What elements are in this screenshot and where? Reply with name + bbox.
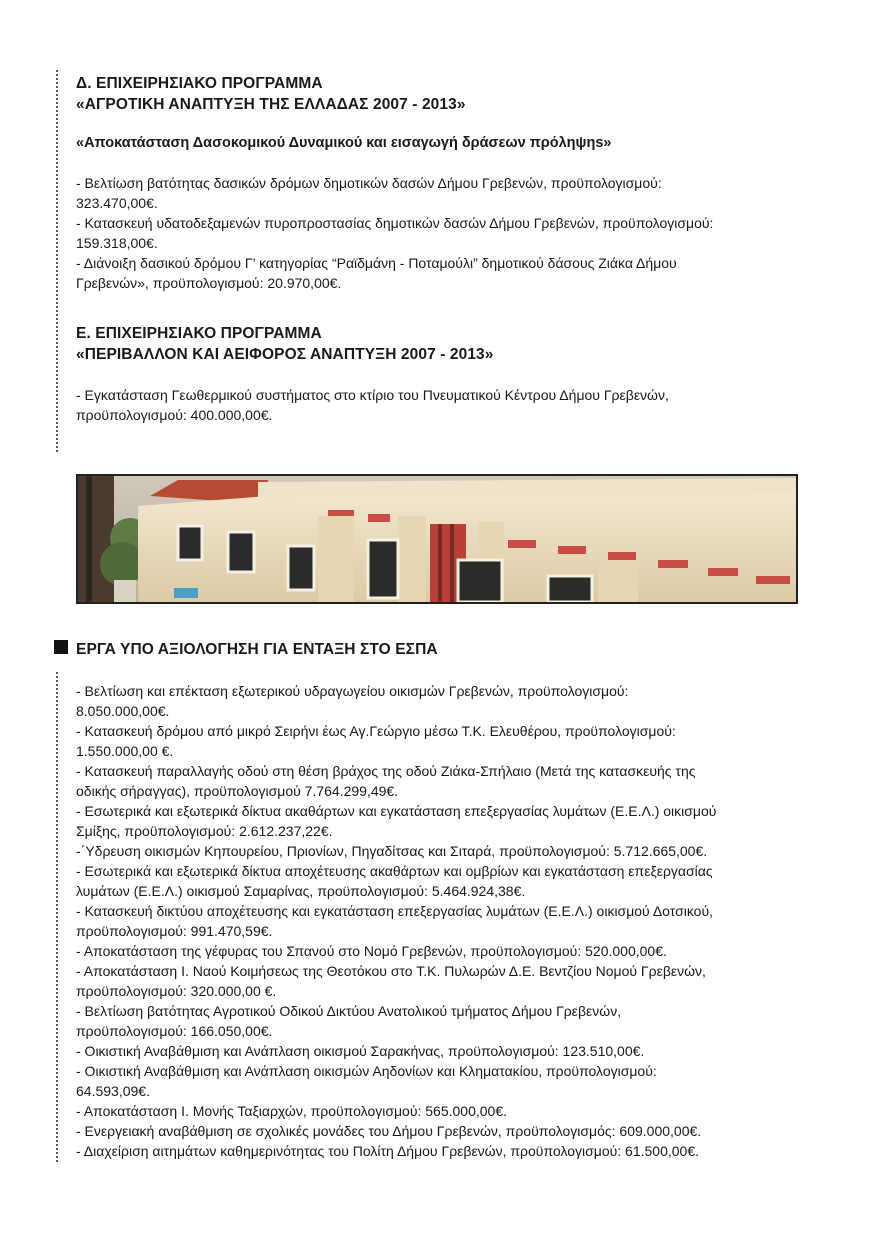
section-bullet-square [54,640,68,654]
list-item: Γρεβενών», προϋπολογισμού: 20.970,00€. [76,275,342,291]
building-photo [76,474,798,604]
section-d-title-line2: «ΑΓΡΟΤΙΚΗ ΑΝΑΠΤΥΞΗ ΤΗΣ ΕΛΛΑΔΑΣ 2007 - 2013» [76,96,466,113]
list-item: -΄Υδρευση οικισμών Κηπουρείου, Πριονίων, Πηγαδίτσας και Σιταρά, προϋπολογισμού: 5.712.665,00€. [76,843,708,859]
list-item: 8.050.000,00€. [76,703,170,719]
section-d-list [76,173,806,293]
list-item: - Κατασκευή παραλλαγής οδού στη θέση βράχος της οδού Ζιάκα-Σπήλαιο (Μετά της κατασκευής της [76,763,696,779]
list-item: - Διαχείριση αιτημάτων καθημερινότητας του Πολίτη Δήμου Γρεβενών, προϋπολογισμού: 61.500,00€. [76,1143,700,1159]
list-item: - Κατασκευή υδατοδεξαμενών πυροπροστασίας δημοτικών δασών Δήμου Γρεβενών, προϋπολογισμού: [76,215,714,231]
section-espa-title: ΕΡΓΑ ΥΠΟ ΑΞΙΟΛΟΓΗΣΗ ΓΙΑ ΕΝΤΑΞΗ ΣΤΟ ΕΣΠΑ [76,641,438,658]
list-item: προϋπολογισμού: 320.000,00 €. [76,983,277,999]
section-e-list [76,385,806,425]
list-item: οδικής σήραγγας), προϋπολογισμού 7.764.299,49€. [76,783,399,799]
section-espa-list [76,681,806,1161]
list-item: - Βελτίωση βατότητας Αγροτικού Οδικού Δικτύου Ανατολικού τμήματος Δήμου Γρεβενών, [76,1003,622,1019]
list-item: - Αποκατάσταση της γέφυρας του Σπανού στο Νομό Γρεβενών, προϋπολογισμού: 520.000,00€. [76,943,667,959]
section-d-title-line1: Δ. ΕΠΙΧΕΙΡΗΣΙΑΚΟ ΠΡΟΓΡΑΜΜΑ [76,75,323,92]
list-item: προϋπολογισμού: 400.000,00€. [76,407,273,423]
list-item: - Κατασκευή δικτύου αποχέτευσης και εγκατάσταση επεξεργασίας λυμάτων (Ε.Ε.Λ.) οικισμού Δοτσικού, [76,903,714,919]
list-item: - Βελτίωση και επέκταση εξωτερικού υδραγωγείου οικισμών Γρεβενών, προϋπολογισμού: [76,683,629,699]
list-item: - Οικιστική Αναβάθμιση και Ανάπλαση οικισμού Σαρακήνας, προϋπολογισμού: 123.510,00€. [76,1043,645,1059]
list-item: 159.318,00€. [76,235,158,251]
list-item: - Εσωτερικά και εξωτερικά δίκτυα αποχέτευσης ακαθάρτων και ομβρίων και εγκατάσταση επεξεργασίας [76,863,713,879]
list-item: Σμίξης, προϋπολογισμού: 2.612.237,22€. [76,823,333,839]
list-item: προϋπολογισμού: 991.470,59€. [76,923,273,939]
section-e-title-line2: «ΠΕΡΙΒΑΛΛΟΝ ΚΑΙ ΑΕΙΦΟΡΟΣ ΑΝΑΠΤΥΞΗ 2007 - 2013» [76,346,494,363]
section-d-subtitle: «Αποκατάσταση Δασοκομικού Δυναμικού και εισαγωγή δράσεων πρόληψηs» [76,135,612,151]
section-e-title-line1: Ε. ΕΠΙΧΕΙΡΗΣΙΑΚΟ ΠΡΟΓΡΑΜΜΑ [76,325,322,342]
list-item: - Οικιστική Αναβάθμιση και Ανάπλαση οικισμών Αηδονίων και Κληματακίου, προϋπολογισμού: [76,1063,657,1079]
building-illustration [78,476,796,602]
list-item: - Εγκατάσταση Γεωθερμικού συστήματος στο κτίριο του Πνευματικού Κέντρου Δήμου Γρεβενών, [76,387,669,403]
section-d [76,73,806,293]
list-item: προϋπολογισμού: 166.050,00€. [76,1023,273,1039]
list-item: - Βελτίωση βατότητας δασικών δρόμων δημοτικών δασών Δήμου Γρεβενών, προϋπολογισμού: [76,175,662,191]
list-item: - Ενεργειακή αναβάθμιση σε σχολικές μονάδες του Δήμου Γρεβενών, προϋπολογισμός: 609.000,00€. [76,1123,702,1139]
section-e [76,323,806,425]
dotted-divider-top [56,70,58,452]
list-item: 64.593,09€. [76,1083,150,1099]
list-item: - Εσωτερικά και εξωτερικά δίκτυα ακαθάρτων και εγκατάσταση επεξεργασίας λυμάτων (Ε.Ε.Λ.) οικισμού [76,803,717,819]
list-item: 323.470,00€. [76,195,158,211]
list-item: - Αποκατάσταση Ι. Ναού Κοιμήσεως της Θεοτόκου στο Τ.Κ. Πυλωρών Δ.Ε. Βεντζίου Νομού Γρεβενών, [76,963,706,979]
list-item: - Διάνοιξη δασικού δρόμου Γ’ κατηγορίας “Ραϊδμάνη - Ποταμούλι” δημοτικού δάσους Ζιάκα Δήμου [76,255,677,271]
dotted-divider-bottom [56,672,58,1162]
list-item: 1.550.000,00 €. [76,743,174,759]
list-item: - Κατασκευή δρόμου από μικρό Σειρήνι έως Αγ.Γεώργιο μέσω Τ.Κ. Ελευθέρου, προϋπολογισμού: [76,723,676,739]
list-item: λυμάτων (Ε.Ε.Λ.) οικισμού Σαμαρίνας, προϋπολογισμού: 5.464.924,38€. [76,883,526,899]
list-item: - Αποκατάσταση Ι. Μονής Ταξιαρχών, προϋπολογισμού: 565.000,00€. [76,1103,508,1119]
section-espa [76,639,806,1161]
